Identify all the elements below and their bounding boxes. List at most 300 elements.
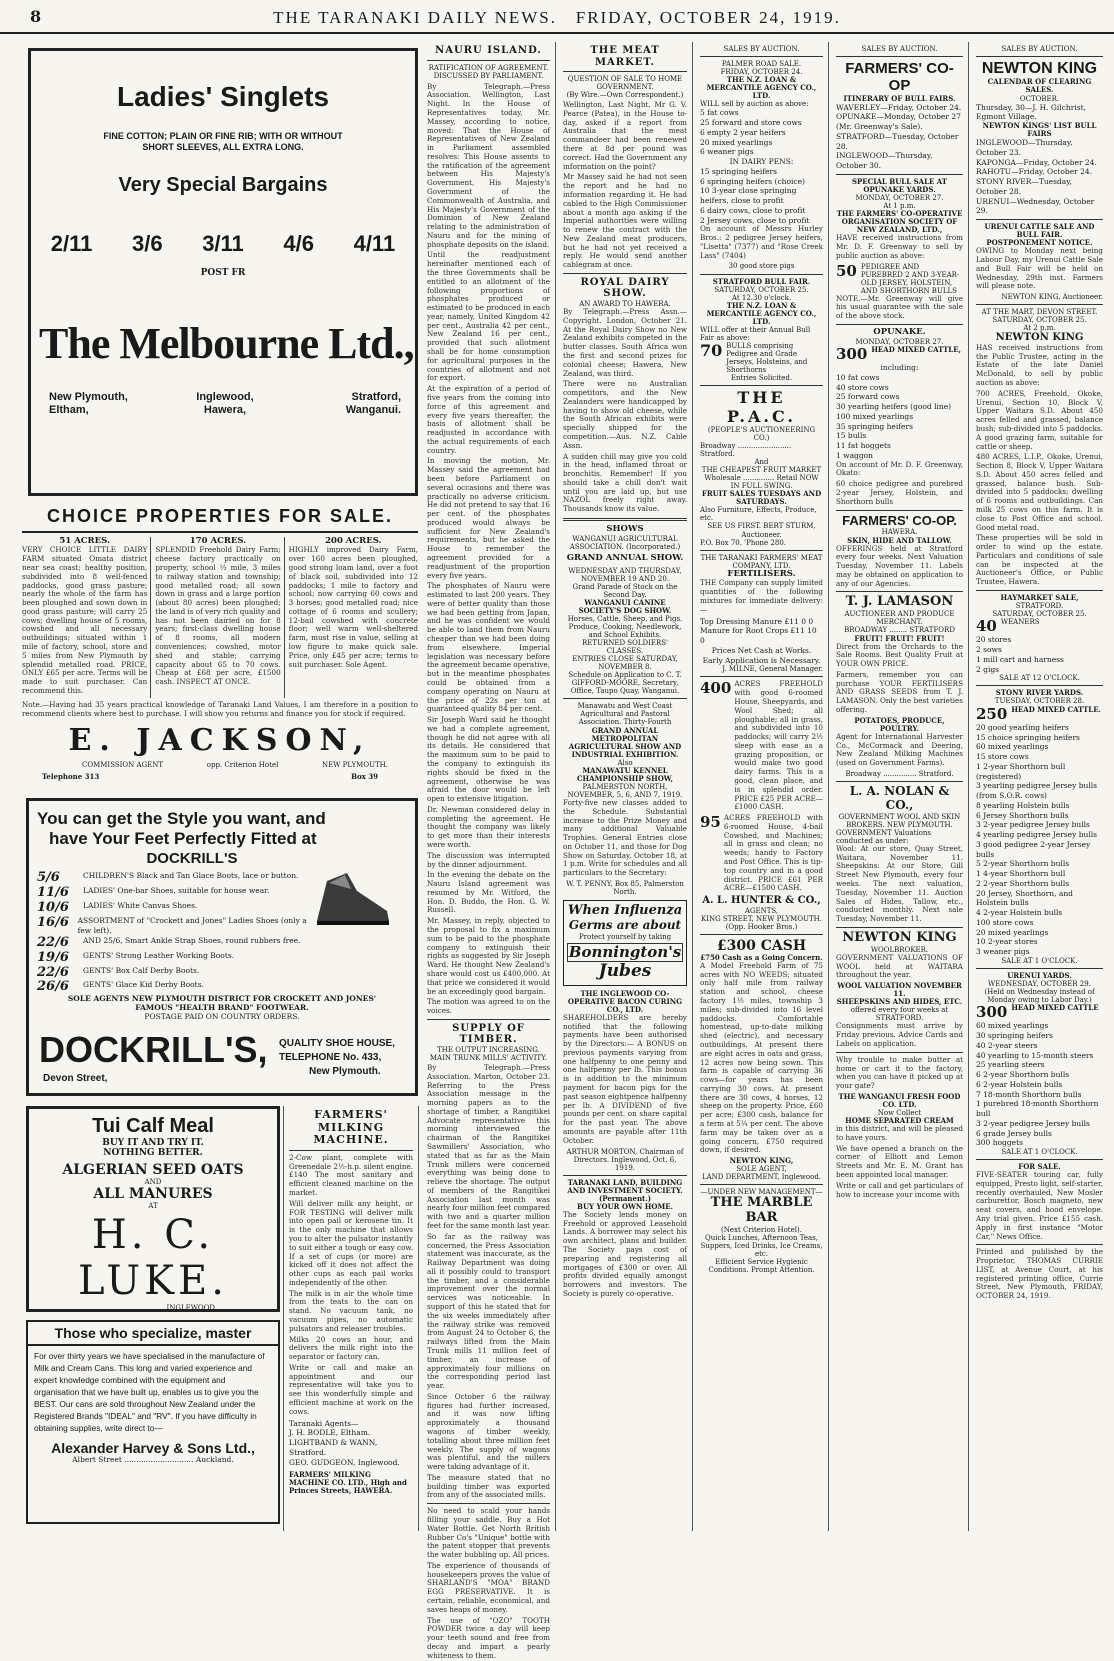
shoe-desc: GENTS' Box Calf Derby Boots. (83, 965, 200, 975)
shows-heading: SHOWS (606, 524, 644, 534)
sale-date: FRIDAY, OCTOBER 24. (720, 68, 803, 77)
fair-date: STONY RIVER—Tuesday, October 28. (976, 177, 1072, 196)
manawatu-assoc: Manawatu and West Coast Agricultural and Pastoral Association. Thirty-Fourth (577, 702, 673, 727)
lot: 2 gigs (976, 664, 1000, 674)
and-label: And (754, 458, 769, 467)
sales-by-auction: SALES BY AUCTION. (723, 45, 800, 53)
cattle-count: 300 (976, 1003, 1008, 1022)
tui-calf-meal: Tui Calf Meal (92, 1115, 214, 1137)
shoe-price: 26/6 (37, 979, 69, 995)
lot: 1 2-year Shorthorn bull (registered) (976, 761, 1066, 781)
harvester-agent: Agent for International Harvester Co., McCormack and Deering, New Zealand Milking Machines (used on Government Farms). (836, 731, 963, 768)
influenza-line: When Influenza (567, 903, 683, 919)
cattle-desc: HEAD MIXED CATTLE, (871, 344, 961, 354)
hurley-lot: On account of Messrs Hurley Bros.: 2 pedigree Jersey heifers, "Lisetta" (7377) and "Rose Creek Lass" (7404) (700, 224, 823, 260)
lot: 1 4-year Shorthorn bull (976, 869, 1066, 879)
dockrill-name: DOCKRILL'S, (39, 1029, 268, 1070)
telephone: Telephone 313 (42, 771, 100, 781)
pac-sub: (PEOPLE'S AUCTIONEERING CO.) (707, 425, 816, 442)
wool-valuations: GOVERNMENT VALUATIONS OF WOOL held at WAITARA throughout the year. (836, 952, 963, 980)
agent-line: LIGHTBAND & WANN, Stratford. (289, 1438, 378, 1457)
sale-date: SATURDAY, OCTOBER 25. (992, 610, 1087, 619)
cattle-desc: HEAD MIXED CATTLE. (1011, 704, 1101, 714)
sale-time: SALE AT 1 O'CLOCK. (1001, 956, 1078, 965)
itinerary: ITINERARY OF BULL FAIRS. (843, 93, 956, 103)
article-paragraph: In the evening the debate on the Nauru Island agreement was resumed by Mr. Witford, the Hon. D. Buddo, the Hon. G. W. Russell. (427, 870, 550, 915)
luke-advertisement (26, 1106, 280, 1312)
secretary: W. T. PENNY, Box 85, Palmerston North. (566, 879, 684, 897)
fruit-text: Direct from the Orchards to the Sale Rooms. Best Quality Fruit at YOUR OWN PRICE. (836, 641, 963, 669)
soldiers-classes: RETURNED SOLDIERS' CLASSES. (582, 639, 668, 656)
fruit-market: THE CHEAPEST FRUIT MARKET Wholesale .............. Retail NOW IN FULL SWING. (701, 466, 822, 491)
lot: 6 Jersey Shorthorn bulls (976, 810, 1069, 820)
harvey-body: For over thirty years we have specialised in the manufacture of Milk and Cream Cans. This long and varied experience and expert knowledge combined with the equipment and organisation that we have built up, enables us to give you the BEST. Our cans are sold throughout New Zealand under the Registered Brands "IDEAL" and "RV". If you have difficulty in obtaining supplies, write direct to— (34, 1351, 265, 1434)
chairman: ARTHUR MORTON, Chairman of Directors. Inglewood, Oct. 6, 1919. (566, 1147, 684, 1172)
telephone: TELEPHONE No. 433, (279, 1052, 382, 1063)
shoe-price: 5/6 (37, 870, 60, 886)
shoe-price: 19/6 (37, 949, 69, 965)
property-columns (22, 537, 418, 698)
shoe-item (37, 980, 307, 995)
now-collect: Now Collect (877, 1109, 922, 1118)
article-paragraph: The phosphates of Nauru were estimated to last 200 years. They were of better quality than those we had been getting from Japan, and he was confident we would be able to land them from Nauru cheaper than we had been doing from elsewhere. Imperial legislation was necessary before the agreement became operative, but in the meantime phosphates could be obtained from a company operating on Nauru at the price of 22s per ton at guaranteed quality 84 per cent. (427, 581, 550, 714)
manager: J. MILNE, General Manager. (722, 665, 823, 674)
valuations-intro: GOVERNMENT Valuations conducted as under: (836, 828, 931, 845)
bonnington-name: Bonnington's (568, 942, 682, 961)
lamason-address-2: Broadway ............... Stratford. (845, 770, 954, 779)
shoe-price: 10/6 (37, 900, 69, 916)
sales-by-auction: SALES BY AUCTION. (1001, 45, 1078, 53)
nauru-heading: NAURU ISLAND. (435, 45, 542, 56)
property-head: 170 ACRES. (189, 535, 247, 546)
po-box: P.O. Box 70. 'Phone 280. (700, 538, 787, 547)
newton-king-heading: NEWTON KING (842, 929, 957, 945)
dockrill-advertisement (26, 798, 418, 1096)
article-paragraph: Wellington, Last Night. Mr G. V. Pearce (Patea), in the House to-day, asked if a report from Australia that the meat commandeer had been renewed there at 8d per pound was correct. Had the Government any information on the point? (563, 100, 687, 171)
lot: 3 good pedigree 2-year Jersey bulls (976, 839, 1091, 859)
lamason-name: T. J. LAMASON (845, 594, 954, 610)
price: 4/6 (283, 230, 314, 256)
town: New Plymouth. (309, 1066, 381, 1077)
shoe-desc: GENTS' Strong Leather Working Boots. (83, 950, 235, 960)
lot: including: (880, 363, 919, 373)
shoe-desc: GENTS' Glace Kid Derby Boots. (83, 980, 204, 990)
fertilisers-heading: FERTILISERS. (727, 568, 796, 579)
article-paragraph: By Telegraph.—Press Association. Marton, October 23. Referring to the Press Association message in the morning papers as to the shortage of timber, a Rangitikei Advocate representative this morning interviewed the chairman of the Rangitikei Sawmillers' Association, who stated that as far as the Main Trunk millers were concerned everything was being done to relieve the shortage. The output of members of the Rangitikei Association last month was nearly four million feet compared with two and a quarter million feet for the same month last year. (427, 1062, 550, 1230)
lot: 30 yearling heifers (good line) (836, 402, 952, 412)
will-sell: WILL sell by auction as above: (700, 100, 809, 109)
lot: 40 yearling to 15-month steers (976, 1050, 1094, 1060)
imprint: Printed and published by the Proprietor, THOMAS CURRIE LIST, at Avenue Court, at his registered printing office, Currie Street, New Plymouth, FRIDAY, OCTOBER 24, 1919. (976, 1247, 1103, 1301)
meat-market-column (558, 42, 693, 1531)
lot: 25 yearling steers (976, 1060, 1045, 1070)
town: Stratford, (351, 391, 401, 404)
schedule-info: Schedule on Application to C. T. GIFFORD-MOORE, Secretary, Office, Taupo Quay, Wanganui. (568, 671, 682, 696)
sale-date: SATURDAY, OCTOBER 25. (992, 316, 1087, 325)
lot: 6 weaner pigs (700, 147, 754, 157)
grand-show: GRAND ANNUAL SHOW. (566, 552, 684, 563)
lot: 40 2-year steers (976, 1040, 1038, 1050)
choice-properties-advertisement (22, 506, 418, 786)
cream-text: in this district, and will be pleased to have yours. (836, 1124, 963, 1142)
agent-line: J. H. BODLE, Eltham. (289, 1428, 371, 1438)
milking-machine-heading: FARMERS' MILKING MACHINE. (313, 1108, 389, 1147)
article-paragraph: The measure stated that no building timber was exported from any of the associated mills. (427, 1472, 550, 1500)
also-label: Also (617, 758, 633, 767)
meat-subheading: QUESTION OF SALE TO HOME GOVERNMENT. (567, 75, 683, 92)
lot: 25 forward and store cows (700, 118, 802, 128)
bonnington-ad (563, 900, 687, 986)
mart-location: AT THE MART, DEVON STREET. (981, 308, 1098, 317)
coop-society: THE FARMERS' CO-OPERATIVE ORGANISATION SOCIETY OF NEW ZEALAND, LTD., (836, 209, 963, 235)
pac-heading: THE P.A.C. (727, 388, 796, 426)
marble-bar-service: Efficient Service Hygienic Conditions. Prompt Attention. (708, 1258, 815, 1275)
cream-question: Why trouble to make butter at home or cart it to the factory, when you can have it picked up at your gate? (836, 1054, 963, 1091)
month-label: OCTOBER. (1019, 94, 1060, 103)
bulls-desc: BULLS comprising Pedigree and Grade Jerseys, Holsteins, and Shorthorns (726, 341, 808, 375)
sale-time: At 12.30 o'clock. (731, 293, 792, 302)
town: Eltham, (49, 403, 89, 416)
lot: IN DAIRY PENS: (729, 157, 794, 167)
lot: 1 purebred 18-month Shorthorn bull (976, 1099, 1099, 1119)
protect-line: Protect yourself by taking (578, 932, 672, 941)
lot: 20 mixed yearlings (700, 137, 773, 147)
acre-count: 95 (700, 813, 721, 832)
bulls-desc: PEDIGREE AND PUREBRED 2 AND 3-YEAR-OLD JERSEY, HOLSTEIN, AND SHORTHORN BULLS (860, 262, 960, 295)
lot: 7 18-month Shorthorn bulls (976, 1089, 1082, 1099)
fair-date: INGLEWOOD—Thursday, October 30. (836, 151, 933, 171)
shoe-desc: AND 25/6, Smart Ankle Strap Shoes, round rubbers free. (83, 935, 301, 945)
lot: 4 2-year Holstein bulls (976, 908, 1063, 918)
lot: 5 fat cows (700, 108, 739, 118)
article-paragraph: Dr. Newman considered delay in completing the agreement. He thought the company was likely to get more than their interests were worth. (427, 804, 550, 849)
harvey-name: Alexander Harvey & Sons Ltd., (51, 1440, 255, 1457)
farm-desc: ACRES FREEHOLD with 6-roomed House, 4-bail Cowshed, and Machines; all in grass and clean; no weeds; handy to Factory and Post Office. This is tip-top country and in a good district. PRICE £61 PER ACRE—£1500 CASH. (723, 813, 823, 893)
meat-byline: (By Wire.—Own Correspondent.) (566, 91, 684, 100)
hot-water-bottle-ad: No need to scald your hands filling your saddle. Buy a Hot Water Bottle. Get North British Rubber Co's "Unique" bottle with the patent stopper that prevents the water bubbling up. All prices. (427, 1506, 550, 1560)
nauru-subheading: RATIFICATION OF AGREEMENT. (428, 63, 549, 72)
newton-king-subhead: NEWTON KING (995, 332, 1084, 344)
bargains-heading: Very Special Bargains (118, 173, 328, 196)
agent-line: GEO. GUDGEON, Inglewood. (289, 1457, 400, 1467)
special-bull-sale: SPECIAL BULL SALE AT OPUNAKE YARDS. (851, 176, 948, 194)
health-brand-line: FAMOUS "HEALTH BRAND" FOOTWEAR. (135, 1003, 309, 1013)
meat-heading: THE MEAT MARKET. (590, 45, 660, 68)
see-us: SEE US FIRST. BERT STURM, Auctioneer. (707, 522, 816, 539)
fair-date: KAPONGA—Friday, October 24. (976, 157, 1097, 167)
fertiliser-text: Farmers, remember you can purchase YOUR FERTILISERS AND GRASS SEEDS from T. J. LAMASON. Only the best varieties offering. (836, 669, 963, 715)
bull-count: 70 (700, 340, 723, 360)
sale-date: TUESDAY, OCTOBER 28. (994, 697, 1085, 706)
article-paragraph: Mr Massey said he had not seen the report and he had no information regarding it. He had cabled to the High Commissioner about a month ago asking if the Imperial authorities were willing to renew the contract with the New Zealand meat producers, but he had not yet received a reply. He would send another cablegram at once. (563, 172, 687, 270)
show-details: Forty-five new classes added to the Schedule. Substantial increase to the Prize Money and many additional Valuable Trophies. General Entries close on October 11, and those for Dog Show on Saturday, October 18, at 1 p.m. Write for schedules and all particulars to the Secretary: (563, 797, 687, 878)
bull-count: 50 (836, 261, 857, 280)
property-51 (22, 537, 151, 698)
buy-home: BUY YOUR OWN HOME. (577, 1201, 673, 1211)
lot: 6 2-year Holstein bulls (976, 1079, 1063, 1089)
shoe-price: 22/6 (37, 964, 69, 980)
building-society: TARANAKI LAND, BUILDING AND INVESTMENT SOCIETY. (Permanent.) (567, 1177, 683, 1203)
urenui-sale: URENUI CATTLE SALE AND BULL FAIR. (984, 222, 1095, 240)
cash-heading: £300 CASH (716, 937, 807, 954)
lot: 40 store cows (836, 382, 889, 392)
lot: 25 forward cows (836, 392, 900, 402)
all-manures: ALL MANURES (93, 1185, 213, 1202)
lot: 100 store cows (976, 917, 1034, 927)
lot: 15 springing heifers (700, 166, 777, 176)
marble-bar-location: (Next Criterion Hotel). (721, 1226, 802, 1235)
fair-date: URENUI—Wednesday, October 29. (976, 196, 1095, 216)
farm-desc: ACRES FREEHOLD with good 6-roomed House, Sheepyards, and Wool Shed; all ploughable; all in grass, and subdivided into 10 paddocks; will carry 2½ sleep with ease as a grazing proposition, or would make two good dairy farms. This is a good, clean place, and is in splendid order. PRICE £25 PER ACRE—£1000 CASH. (734, 679, 823, 812)
lot: 2 sows (976, 645, 1002, 655)
article-paragraph: The motion was agreed to on the voices. (427, 997, 550, 1016)
harvey-advertisement (26, 1320, 280, 1524)
newton-king-heading: NEWTON KING (981, 60, 1098, 78)
lot: 35 springing heifers (836, 421, 913, 431)
society-text: The Society lends money on Freehold or approved Leasehold Lands. A borrower may select his own architect, plans and builder. The Society pays cost of preparing and registering all mortgages of £300 or over. All profits divided equally amongst borrowers and investors. The Society is purely co-operative. (563, 1209, 687, 1298)
branch-towns (49, 391, 401, 416)
lot: 3 weaner pigs (976, 947, 1030, 957)
auctioneer-sign: NEWTON KING, Auctioneer. (1001, 293, 1103, 302)
post-free: POST FR (200, 268, 246, 279)
supply-timber-heading: SUPPLY OF TIMBER. (452, 1022, 525, 1046)
offerings: OFFERINGS held at Stratford every four weeks. Next Valuation Tuesday, November 11. Labels may be obtained on application to any of our Agencies. (836, 543, 963, 588)
shoe-price: 16/6 (37, 915, 69, 931)
shoe-price: 22/6 (37, 934, 69, 950)
article-paragraph: So far as the railway was concerned, the Press Association statement was inaccurate, as the Railway Department was doing all it possibly could to transport the timber, and a considerable improvement over the normal services was noticeable. In support of this he stated that for the six weeks immediately after the railway strike was removed from August 24 to October 6, the railways lifted from the Main Trunk mills 11 million feet of timber, an increase of approximately four millions on the corresponding period last year. (427, 1231, 550, 1391)
hawera: HAWERA. (881, 528, 918, 537)
sheepskins-text: offered every four weeks at STRATFORD. (850, 1006, 949, 1023)
article-paragraph: The milk is in air the whole time from the teats to the can on stand. No vacuum tank, no vacuum pipes, no automatic pulsators and releaser troubles. (289, 1288, 413, 1333)
branch-text: We have opened a branch on the corner of Elliott and Lemon Streets and Mr. E. M. Grant has been appointed local manager. (836, 1143, 963, 1180)
melbourne-name: The Melbourne Ltd., (39, 318, 414, 368)
article-paragraph: Will deliver milk any height, or FOR TESTING will deliver milk into open pail or kerosene tin. It is the only machine that allows you to alter the pulsator instantly to suit either a tough or easy cow. If a set of cups (or more) are kicked off it does not affect the other cups as each pail works independently of the other. (289, 1198, 413, 1287)
jackson-contact (42, 773, 378, 781)
wanganui-assoc: WANGANUI AGRICULTURAL ASSOCIATION. (Incorporated.) (569, 534, 681, 551)
land-dept: LAND DEPARTMENT, Inglewood. (701, 1173, 822, 1182)
hunter-address: KING STREET, NEW PLYMOUTH. (701, 914, 822, 923)
sale-date: MONDAY, OCTOBER 27. (855, 337, 944, 346)
guarantee-note: NOTE.—Mr. Greenway will give his usual guarantee with the sale of the above stock. (836, 293, 963, 321)
price: 2/11 (50, 230, 93, 256)
page-number: 8 (30, 7, 42, 26)
bull-fairs-heading: NEWTON KINGS' LIST BULL FAIRS (982, 121, 1097, 139)
postponement-text: OWING to Monday next being Labour Day, my Urenui Cattle Sale and Bull Fair will be held on Wednesday, 29th inst. Farmers will please note. (976, 246, 1103, 291)
royal-dairy-heading: ROYAL DAIRY SHOW. (580, 276, 670, 300)
lot: 6 2-year Shorthorn bulls (976, 1070, 1070, 1080)
sole-agent: SOLE AGENT, (736, 1165, 787, 1174)
shoe-desc: CHILDREN'S Black and Tan Glace Boots, lace or button. (83, 871, 299, 881)
potatoes-heading: POTATOES, PRODUCE, POULTRY. (854, 715, 945, 733)
cattle-count: 250 (976, 704, 1008, 723)
harvey-heading: Those who specialize, master (28, 1322, 278, 1346)
royal-subheading: AN AWARD TO HAWERA. (579, 299, 671, 308)
marble-bar-menu: Quick Lunches, Afternoon Teas, Suppers, Iced Drinks, Ice Creams, etc. (700, 1234, 823, 1259)
singlets-heading: Ladies' Singlets (116, 81, 330, 112)
dockrill-contact (279, 1037, 395, 1079)
sales-by-auction: SALES BY AUCTION. (861, 45, 938, 53)
agent-line: Taranaki Agents— (289, 1418, 359, 1428)
palmer-road-sale: PALMER ROAD SALE. (721, 60, 802, 69)
town: New Plymouth, (49, 391, 128, 404)
egg-preservative-ad: The experience of thousands of housekeepers proves the value of SHARLAND'S "MOA" BRAND EGG PRESERVATIVE. It is certain, reliable, economical, and saves heaps of money. (427, 1560, 550, 1614)
sale-date: MONDAY, OCTOBER 27. (855, 193, 944, 202)
car-for-sale: FIVE-SEATER touring car, fully equipped, Presto light, self-starter, recently overhauled, New Mosler carburettor, Bosch magneto, new seat covers, and hood envelope. Any trial given. Price £155 cash. Apply in first instance "Motor Car," News Office. (976, 1170, 1103, 1241)
model-farm-text: A Model Freehold Farm of 75 acres with NO WEEDS; situated only half mile from railway station and school, cheese factory 1½ miles, township 3 miles; sub-divided into 16 level paddocks. Comfortable homestead, up-to-date milking shed (electric), and necessary outbuildings. At present there are eight acres in oats and grass, 12 acres now being sown. This farm is capable of carrying 36 cows—for years has been carrying 30 cows. At present there are 30 cows, 4 horses, 12 sheep on the property. Price, £60 per acre; £300 cash, balance for a term at 5¼ per cent. The above farm may be taken over as a going concern, £750 required down, if desired. (700, 960, 823, 1155)
article-paragraph: Write or call and make an appointment and our representative will take you to see this wonderfully simple and efficient machine at work on the cows. (289, 1362, 413, 1416)
dockrill-street: Devon Street, (43, 1073, 108, 1084)
lot: 1 mill cart and harness (976, 654, 1064, 664)
dockrill-heading-3: DOCKRILL'S (146, 850, 238, 868)
town: Inglewood, (196, 391, 254, 404)
fruit-heading: FRUIT! FRUIT! FRUIT! (854, 633, 945, 643)
shoe-item (37, 916, 307, 936)
going-concern: £750 Cash as a Going Concern. (700, 952, 823, 962)
sale-time: SALE AT 1 O'CLOCK. (1001, 1148, 1078, 1157)
article-paragraph: There were no Australian competitors, and the New Zealanders were handicapped by having to show old cheese, while the South African exhibits were specially shipped for the competition.—Aus. N.Z. Cable Assn. (563, 379, 687, 450)
article-paragraph: By Telegraph.—Press Association. Wellington, Last Night. In the House of Representatives today, Mr. Massey, according to notice, moved: That the House of Representatives of New Zealand in Parliament assembled resolves: This House assents to the ratification of the agreement between His Majesty's Government, His Majesty's Government of the Commonwealth of Australia, and His Majesty's Government of the Dominion of New Zealand relating to the administration of Nauru and for the mining of phosphate deposits on the island. (427, 81, 550, 249)
acre-count: 400 (700, 679, 732, 698)
price: 3/11 (202, 230, 244, 256)
fair-date: STRATFORD—Tuesday, October 28. (836, 131, 959, 151)
nz-loan: THE N.Z. LOAN & MERCANTILE AGENCY CO., LTD. (706, 300, 817, 326)
lot: 20 good yearling heifers (976, 722, 1069, 732)
shoe-item (37, 871, 307, 886)
woolbroker: WOOLBROKER. (870, 945, 929, 954)
lot: 3 yearling pedigree Jersey bulls (from S.O.R. cows) (976, 781, 1098, 801)
lot: 15 store cows (976, 752, 1029, 762)
weaners: WEANERS (1000, 618, 1040, 627)
tooth-powder-ad: The use of "OZO" TOOTH POWDER twice a day will keep your teeth sound and free from decay and impart a pearly whiteness to them. (427, 1615, 550, 1660)
fair-date: RAHOTU—Friday, October 24. (976, 167, 1093, 177)
home-cream: HOME SEPARATED CREAM (845, 1116, 954, 1126)
masthead (0, 0, 1114, 34)
lot: 60 mixed yearlings (976, 1021, 1049, 1031)
article-paragraph: The discussion was interrupted by the dinner adjournment. (427, 850, 550, 869)
article-paragraph: Since October 6 the railway figures had further increased, and it was now lifting approximately a thousand wagons of timber weekly, totalling about three million feet weekly. The supply of wagons was plentiful, and the millers were taking advantage of it. (427, 1391, 550, 1472)
luke-line: AND (144, 1177, 162, 1186)
lot: 5 2-year Shorthorn bulls (976, 859, 1070, 869)
show-classes: Horses, Cattle, Sheep, and Pigs. Produce, Cooking, Needlework, and School Exhibits. (567, 614, 683, 639)
milking-machine-company: FARMERS' MILKING MACHINE CO. LTD., High and Princes Streets, HAWERA. (289, 1470, 407, 1496)
lot: 2 2-year Shorthorn bulls (976, 878, 1070, 888)
article-paragraph: Until the readjustment hereinafter mentioned each of the three Governments shall be entitled to an allotment of the following proportions of phosphates produced or estimated to be produced in each year, namely, United Kingdom 42 per cent., Australia 42 per cent., New Zealand 16 per cent., provided that such allotment shall be for home consumption for agricultural purposes in the countries of allotment and not for export. (427, 250, 550, 383)
lot: 60 mixed yearlings (976, 742, 1049, 752)
property-480: 480 ACRES, L.I.P., Okoke, Urenui, Section 8, Block V, Upper Waitara S.D. About 450 acres felled and grassed, balance bush. Sub-divided into 5 paddocks; dwelling of 6 rooms and outbuildings. Can milk 25 cows on this farm. It is close to Post Office and school. Good metal road. (976, 452, 1103, 532)
dockrill-heading-1: You can get the Style you want, and (37, 809, 326, 828)
wool-valuation-date: WOOL VALUATION NOVEMBER 11. (837, 981, 962, 999)
singlets-desc-1: FINE COTTON; PLAIN OR FINE RIB; WITH OR WITHOUT (103, 131, 343, 142)
property-head: 51 ACRES. (59, 535, 110, 546)
shoe-illustration-icon (307, 861, 397, 931)
hunter-name: A. L. HUNTER & CO., (702, 895, 821, 907)
haymarket-town: STRATFORD. (1015, 602, 1064, 611)
sale-time: SALE AT 12 O'CLOCK. (999, 674, 1080, 683)
jubes-name: Jubes (598, 961, 652, 982)
consignments: Consignments must arrive by Friday previous. Advice Cards and Labels on application. (836, 1021, 963, 1049)
sale-date: SATURDAY, OCTOBER 25. (714, 285, 809, 294)
seed-oats: ALGERIAN SEED OATS (62, 1161, 244, 1178)
lot: 10 fat cows (836, 372, 880, 382)
sale-time: At 1 p.m. (883, 201, 916, 210)
shoe-item (37, 936, 307, 951)
grand-parade: Grand Parade of Stock on the Second Day. (572, 582, 678, 599)
metropolitan-show: GRAND ANNUAL METROPOLITAN AGRICULTURAL SHOW AND INDUSTRIAL EXHIBITION. (568, 725, 682, 759)
cattle-count: 300 (836, 344, 868, 363)
lot: 20 stores (976, 635, 1012, 645)
lot: 30 springing heifers (976, 1031, 1053, 1041)
shoe-item (37, 901, 307, 916)
skin-hide-tallow: SKIN, HIDE AND TALLOW. (847, 535, 952, 545)
furniture: Also Furniture, Effects, Produce, etc. (700, 506, 817, 523)
nz-loan: THE N.Z. LOAN & MERCANTILE AGENCY CO., LTD. (706, 75, 817, 101)
nolan-name: L. A. NOLAN & CO., (849, 784, 950, 812)
stony-river-yards: STONY RIVER YARDS. (995, 688, 1084, 698)
lot: 20 Jersey, Shorthorn, and Holstein bulls (976, 888, 1073, 908)
article-paragraph: Sir Joseph Ward said he thought we had a complete agreement, though he did not agree with all its details. He considered that the maximum sum to be paid to the company to extinguish its rights should be fixed in the agreement, otherwise he was afraid the door would be left open to extensive litigation. (427, 715, 550, 804)
lamason-address: BROADWAY ........ STRATFORD (844, 626, 955, 635)
lot: 11 fat hoggets (836, 441, 891, 451)
account-note: On account of Mr. D. F. Greenway, Okato: (836, 459, 963, 478)
luke-town: INGLEWOOD. (166, 1303, 217, 1312)
auction-column (695, 42, 829, 1531)
property-text: VERY CHOICE LITTLE DAIRY FARM situated Omata district near sea coast; healthy position, subdivided into 8 well-fenced paddocks, good grass pasture; nearly the whole of the farm has been ploughed and sown down in good grass pasture; will carry 25 cows; dwelling house of 5 rooms, cowshed and all necessary outbuildings; situated within 1 mile of factory, school, store and 5 miles from New Plymouth by splendid metalled road. PRICE, ONLY £65 per acre. Terms will be made to suit purchaser. Can recommend this. (22, 545, 148, 695)
lot: 3 2-year pedigree Jersey bulls (976, 1118, 1090, 1128)
farmers-coop-column (831, 42, 969, 1531)
property-700: 700 ACRES, Freehold, Okoke, Urenui, Section 10, Block V, Upper Waitara S.D. About 450 acres felled and grassed, balance bush; sub-divided into 5 paddocks. A good grazing farm, suitable for cattle or sheep. (976, 388, 1103, 451)
fair-date: OPUNAKE—Monday, October 27 (Mr. Greenway's Sale). (836, 112, 961, 132)
agents-label: AGENTS, (744, 906, 779, 915)
singlets-desc-2: SHORT SLEEVES, ALL EXTRA LONG. (142, 141, 304, 152)
jackson-name: E. JACKSON, (68, 723, 372, 759)
estate-note: These properties will be sold in order to wind up the estate. Particulars and conditions of sale can be inspected at the Auctioneer's Office, or Public Trustee, Hawera. (976, 533, 1103, 587)
fertiliser-price: Top Dressing Manure £11 0 0 (700, 616, 814, 626)
article-paragraph: Milks 20 cows an hour, and delivers the milk right into the separator or factory can. (289, 1334, 413, 1362)
luke-line: BUY IT AND TRY IT. (102, 1138, 204, 1148)
clearing-sale: Thursday, 30—J. H. Gilchrist, Egmont Village. (976, 102, 1086, 122)
jackson-note: Note.—Having had 35 years practical knowledge of Taranaki Land Values, I am therefore in a position to recommend clients where best to purchase. I will show you returns and finance you for stock if required. (22, 699, 418, 718)
shoe-item (37, 951, 307, 966)
estate-instructions: HAS received instructions from the Public Trustee, acting in the Estate of the late Daniel McDonald, to sell by public auction as above: (976, 342, 1103, 388)
agent-label: COMMISSION AGENT (82, 760, 164, 769)
lot: 10 3-year close springing heifers, close to profit (700, 186, 797, 206)
property-text: HIGHLY improved Dairy Farm, over 160 acres been ploughed, good strong loam land, over a foot of black soil, subdivided into 12 paddocks; 1 mile to factory and school; now carrying 60 cows and 3 horses; good metalled road; nice cottage of 6 rooms and scullery; 12-bail cowshed with concrete floor; well warm well-sheltered farm, must rise in value, selling at low figure to make quick sale. Price, only £45 per acre; terms to suit purchaser. Sole Agent. (288, 545, 418, 669)
write-text: Write or call and get particulars of how to increase your income with (836, 1180, 963, 1199)
luke-line: AT (148, 1201, 158, 1210)
nolan-desc: GOVERNMENT WOOL AND SKIN BROKERS. NEW PLYMOUTH. (838, 812, 961, 829)
lot: 6 springing heifers (choice) (700, 176, 805, 186)
nazol-ad: A sudden chill may give you cold in the head, inflamed throat or bronchitis. Remember! If you should take a chill don't wait until you are laid up, but use NAZOL freely right away. Thousands know its value. (563, 451, 687, 514)
opunake-heading: OPUNAKE. (873, 327, 926, 338)
lot: 2 Jersey cows, close to profit (700, 215, 810, 225)
lot: 10 2-year stores (976, 937, 1038, 947)
entries-close: ENTRIES CLOSE SATURDAY, NOVEMBER 8. (572, 655, 678, 672)
lamason-desc: AUCTIONEER AND PRODUCE MERCHANT. (844, 610, 955, 627)
lot: 15 choice springing heifers (976, 732, 1080, 742)
fair-date: INGLEWOOD—Thursday, October 23. (976, 138, 1073, 157)
fresh-food-co: THE WANGANUI FRESH FOOD CO. LTD. (838, 1091, 961, 1109)
lot: 300 hoggets (976, 1138, 1023, 1148)
postponement: POSTPONEMENT NOTICE. (986, 238, 1093, 248)
marble-bar: THE MARBLE BAR (710, 1195, 813, 1226)
lot: 15 bulls (836, 431, 867, 441)
shoe-price-list (37, 871, 307, 995)
article-paragraph: In moving the motion, Mr. Massey said the agreement had been before Parliament on several occasions and there was practically no adverse criticism. He did not pretend to say that 16 per cent. of the phosphates produced would always be sufficient for New Zealand's requirements, but he asked the House to remember the agreement provided for a readjustment of the proportion every five years. (427, 456, 550, 580)
agent-address: opp. Criterion Hotel (206, 760, 279, 769)
bacon-company: THE INGLEWOOD CO-OPERATIVE BACON CURING CO., LTD. (567, 988, 683, 1014)
property-200 (289, 537, 418, 698)
pac-address: Broadway ........................ Stratford. (700, 441, 792, 459)
